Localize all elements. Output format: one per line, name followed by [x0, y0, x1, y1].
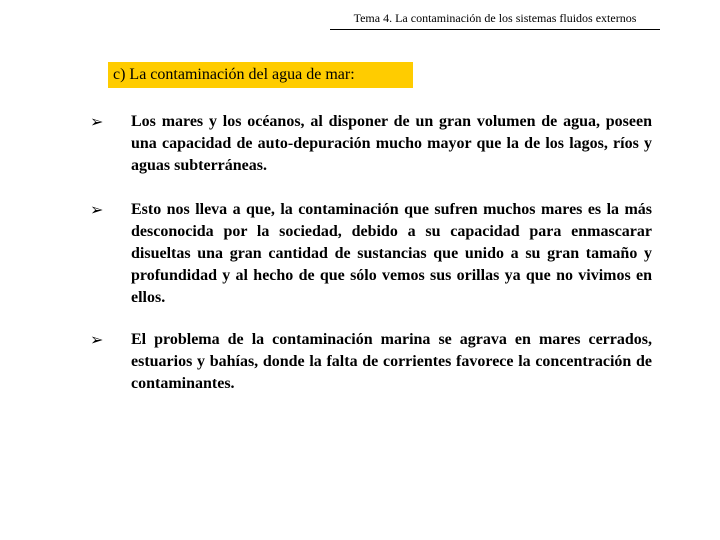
bullet-text-2: Esto nos lleva a que, la contaminación que sufren muchos mares es la más desconocida por la sociedad, debido a su capacidad para enmascarar disueltas una gran cantidad de sustancias que unido a su gran tamaño y profundidad y al hecho de que sólo vemos sus orillas ya que no vivimos en ellos.	[131, 201, 652, 306]
bullet-text-3: El problema de la contaminación marina se agrava en mares cerrados, estuarios y bahías, donde la falta de corrientes favorece la concentración de contaminantes.	[131, 331, 652, 392]
section-title: c) La contaminación del agua de mar:	[108, 62, 413, 88]
bullet-item-3	[90, 329, 652, 395]
bullet-item-2	[90, 199, 652, 309]
arrow-bullet-icon: ➢	[90, 200, 104, 219]
bullet-item-1	[90, 111, 652, 177]
arrow-bullet-icon: ➢	[90, 112, 104, 131]
bullet-text-1: Los mares y los océanos, al disponer de un gran volumen de agua, poseen una capacidad de auto-depuración mucho mayor que la de los lagos, ríos y aguas subterráneas.	[131, 113, 652, 174]
arrow-bullet-icon: ➢	[90, 330, 104, 349]
page-header-title: Tema 4. La contaminación de los sistemas fluidos externos	[330, 11, 660, 30]
bullet-list	[90, 111, 652, 417]
